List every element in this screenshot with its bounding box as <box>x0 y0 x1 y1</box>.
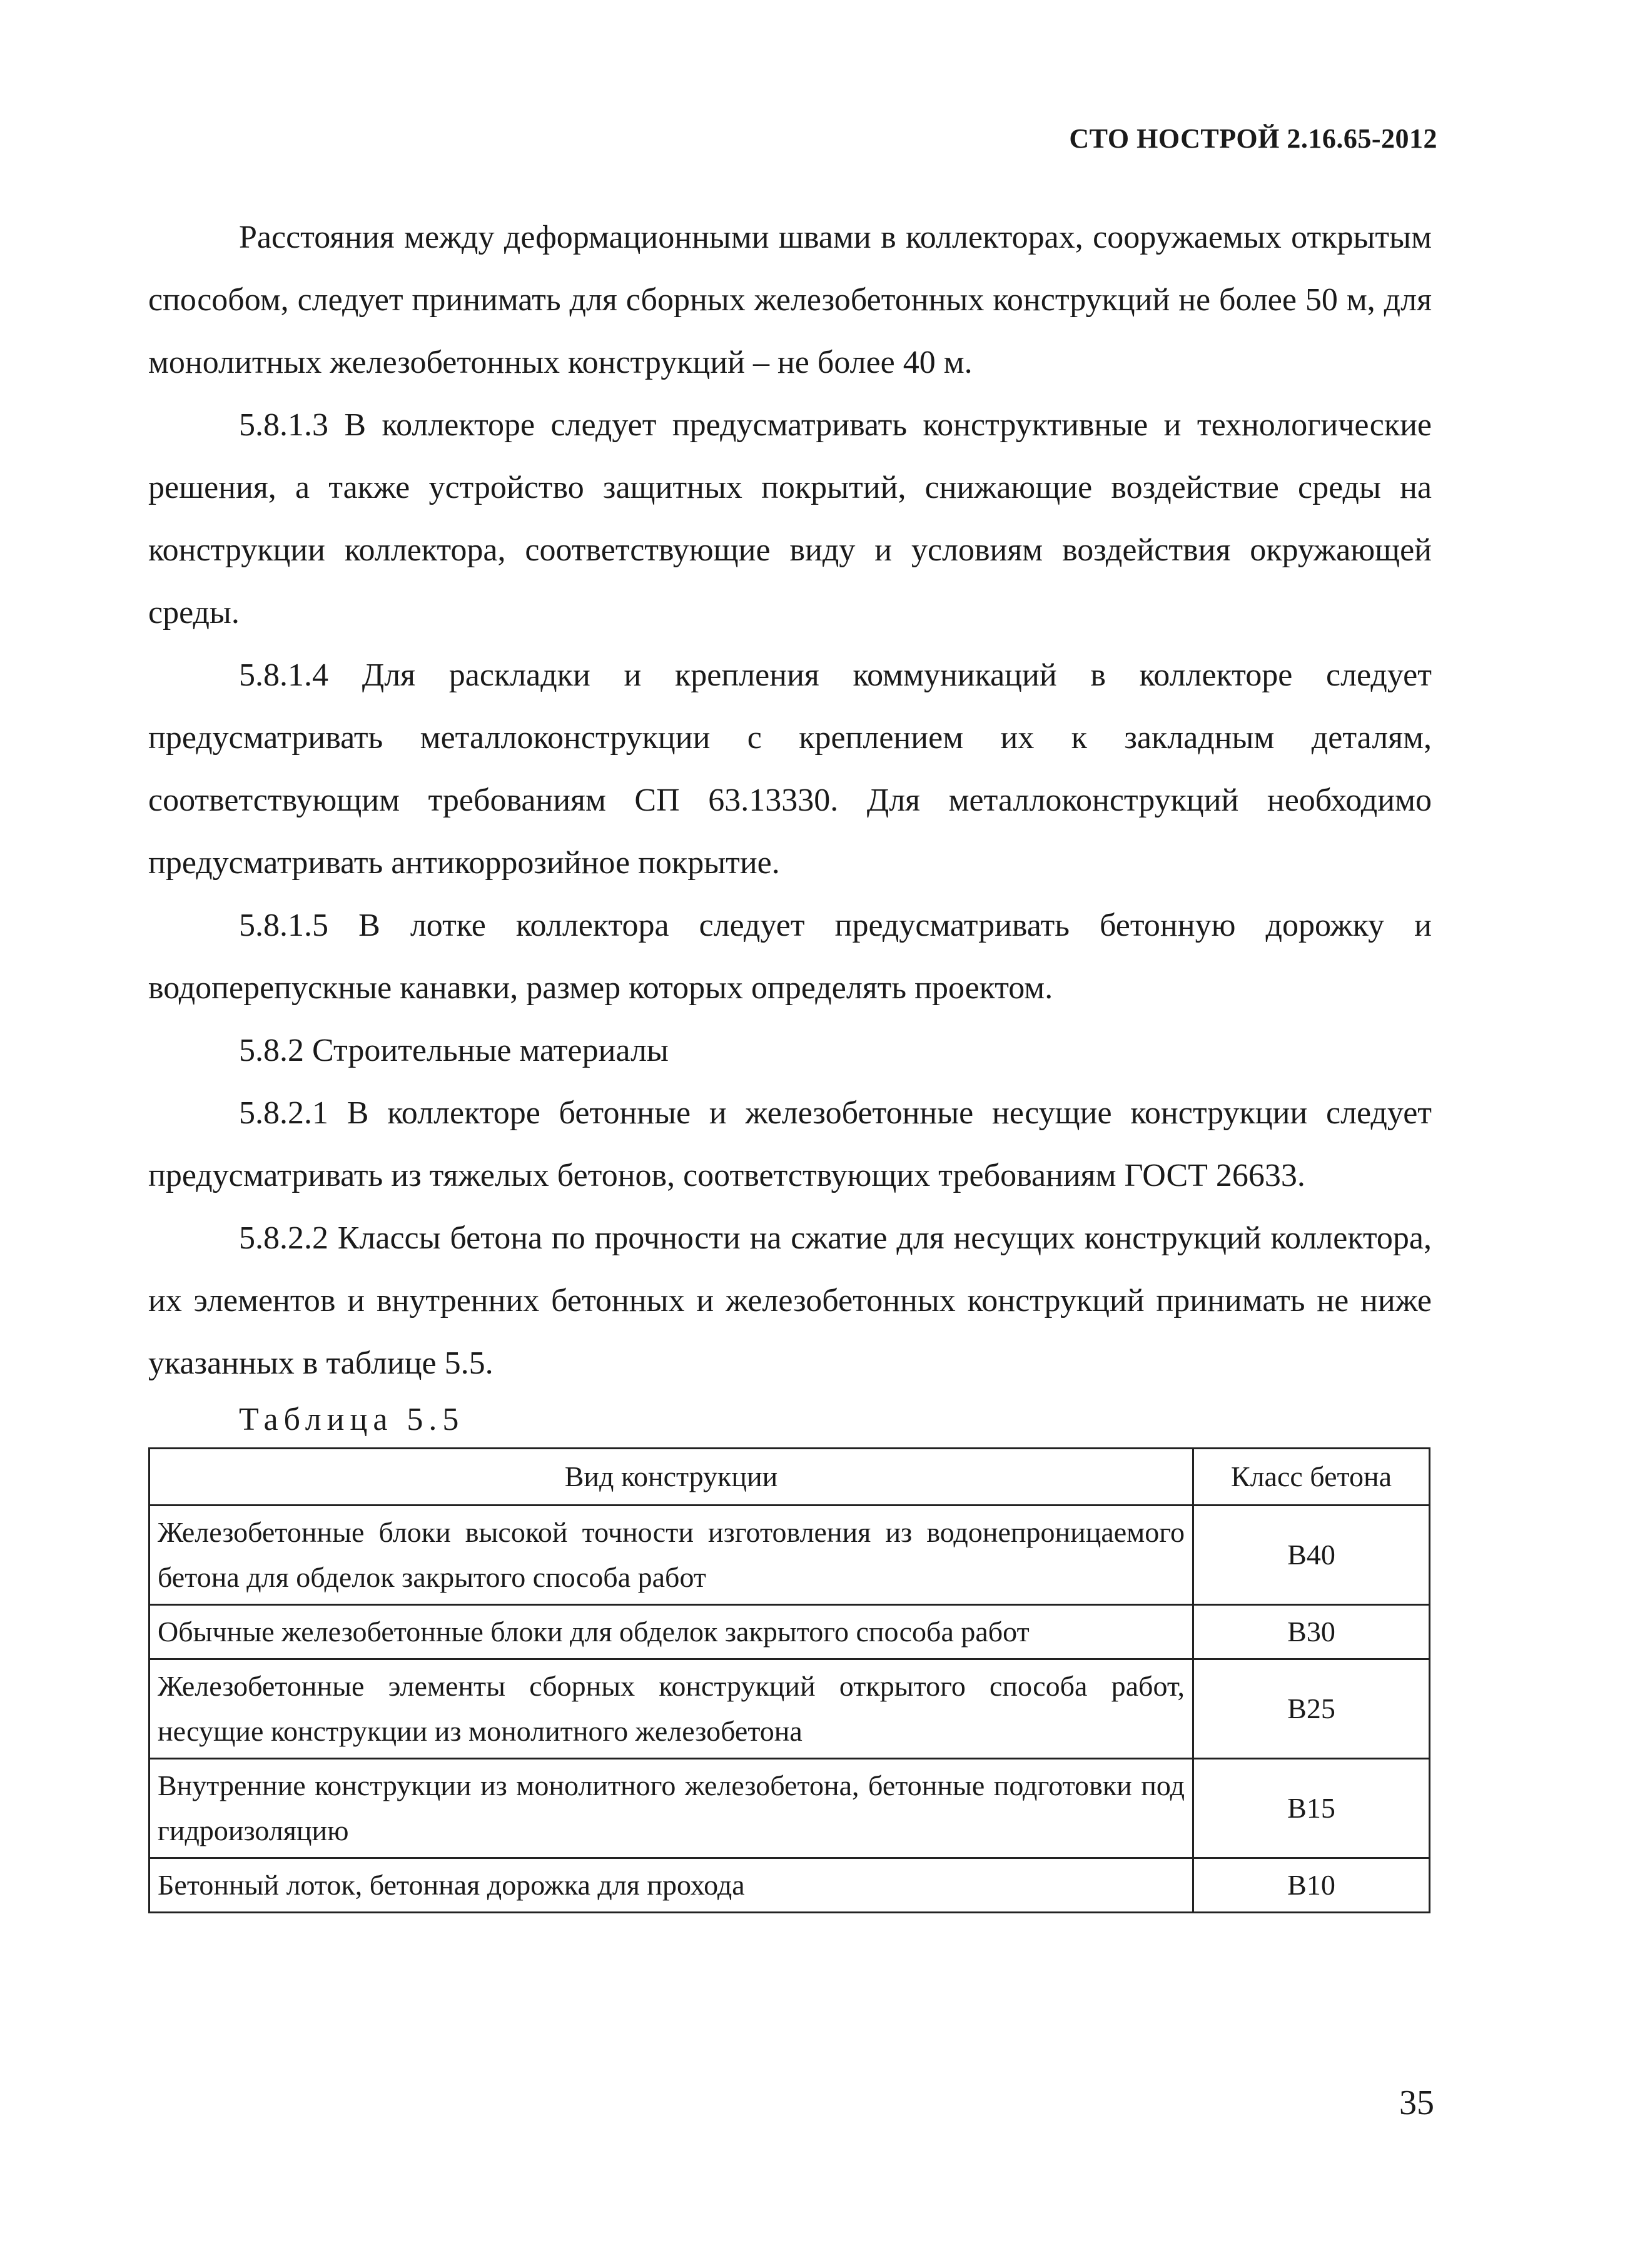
table-cell-kind: Обычные железобетонные блоки для обделок закрытого способа работ <box>149 1605 1193 1659</box>
page-body <box>148 206 1432 1913</box>
table-cell-class: В25 <box>1193 1659 1430 1759</box>
table-cell-class: В30 <box>1193 1605 1430 1659</box>
paragraph-5-8-2-1: 5.8.2.1 В коллекторе бетонные и железобетонные несущие конструкции следует предусматривать из тяжелых бетонов, соответствующих требованиям ГОСТ 26633. <box>148 1095 1432 1193</box>
table-cell-class: В40 <box>1193 1506 1430 1605</box>
column-header-class: Класс бетона <box>1193 1449 1430 1506</box>
column-header-kind: Вид конструкции <box>149 1449 1193 1506</box>
table-cell-kind: Внутренние конструкции из монолитного железобетона, бетонные подготовки под гидроизоляцию <box>149 1759 1193 1858</box>
table-header-row <box>149 1449 1430 1506</box>
paragraph-5-8-2-2: 5.8.2.2 Классы бетона по прочности на сжатие для несущих конструкций коллектора, их элементов и внутренних бетонных и железобетонных конструкций принимать не ниже указанных в таблице 5.5. <box>148 1220 1432 1381</box>
paragraph-5-8-1-5: 5.8.1.5 В лотке коллектора следует предусматривать бетонную дорожку и водоперепускные канавки, размер которых определять проектом. <box>148 908 1432 1006</box>
paragraph-expansion-joints: Расстояния между деформационными швами в коллекторах, сооружаемых открытым способом, следует принимать для сборных железобетонных конструкций не более 50 м, для монолитных железобетонных конструкций – не более 40 м. <box>148 220 1432 380</box>
page-number: 35 <box>1399 2083 1434 2122</box>
table-row <box>149 1605 1430 1659</box>
table-row <box>149 1759 1430 1858</box>
table-row <box>149 1659 1430 1759</box>
table-row <box>149 1506 1430 1605</box>
table-cell-class: В10 <box>1193 1858 1430 1913</box>
table-cell-kind: Железобетонные блоки высокой точности изготовления из водонепроницаемого бетона для обделок закрытого способа работ <box>149 1506 1193 1605</box>
table-cell-kind: Железобетонные элементы сборных конструкций открытого способа работ, несущие конструкции из монолитного железобетона <box>149 1659 1193 1759</box>
table-caption: Таблица 5.5 <box>239 1402 465 1437</box>
table-row <box>149 1858 1430 1913</box>
section-heading-5-8-2: 5.8.2 Строительные материалы <box>239 1033 669 1068</box>
paragraph-5-8-1-4: 5.8.1.4 Для раскладки и крепления коммуникаций в коллекторе следует предусматривать металлоконструкции с креплением их к закладным деталям, соответствующим требованиям СП 63.13330. Для металлоконструкций необходимо предусматривать антикоррозийное покрытие. <box>148 657 1432 881</box>
concrete-class-table <box>148 1447 1430 1913</box>
paragraph-5-8-1-3: 5.8.1.3 В коллекторе следует предусматривать конструктивные и технологические решения, а также устройство защитных покрытий, снижающие воздействие среды на конструкции коллектора, соответствующие виду и условиям воздействия окружающей среды. <box>148 407 1432 630</box>
document-code-header: СТО НОСТРОЙ 2.16.65-2012 <box>1069 123 1437 154</box>
table-cell-class: В15 <box>1193 1759 1430 1858</box>
table-cell-kind: Бетонный лоток, бетонная дорожка для прохода <box>149 1858 1193 1913</box>
